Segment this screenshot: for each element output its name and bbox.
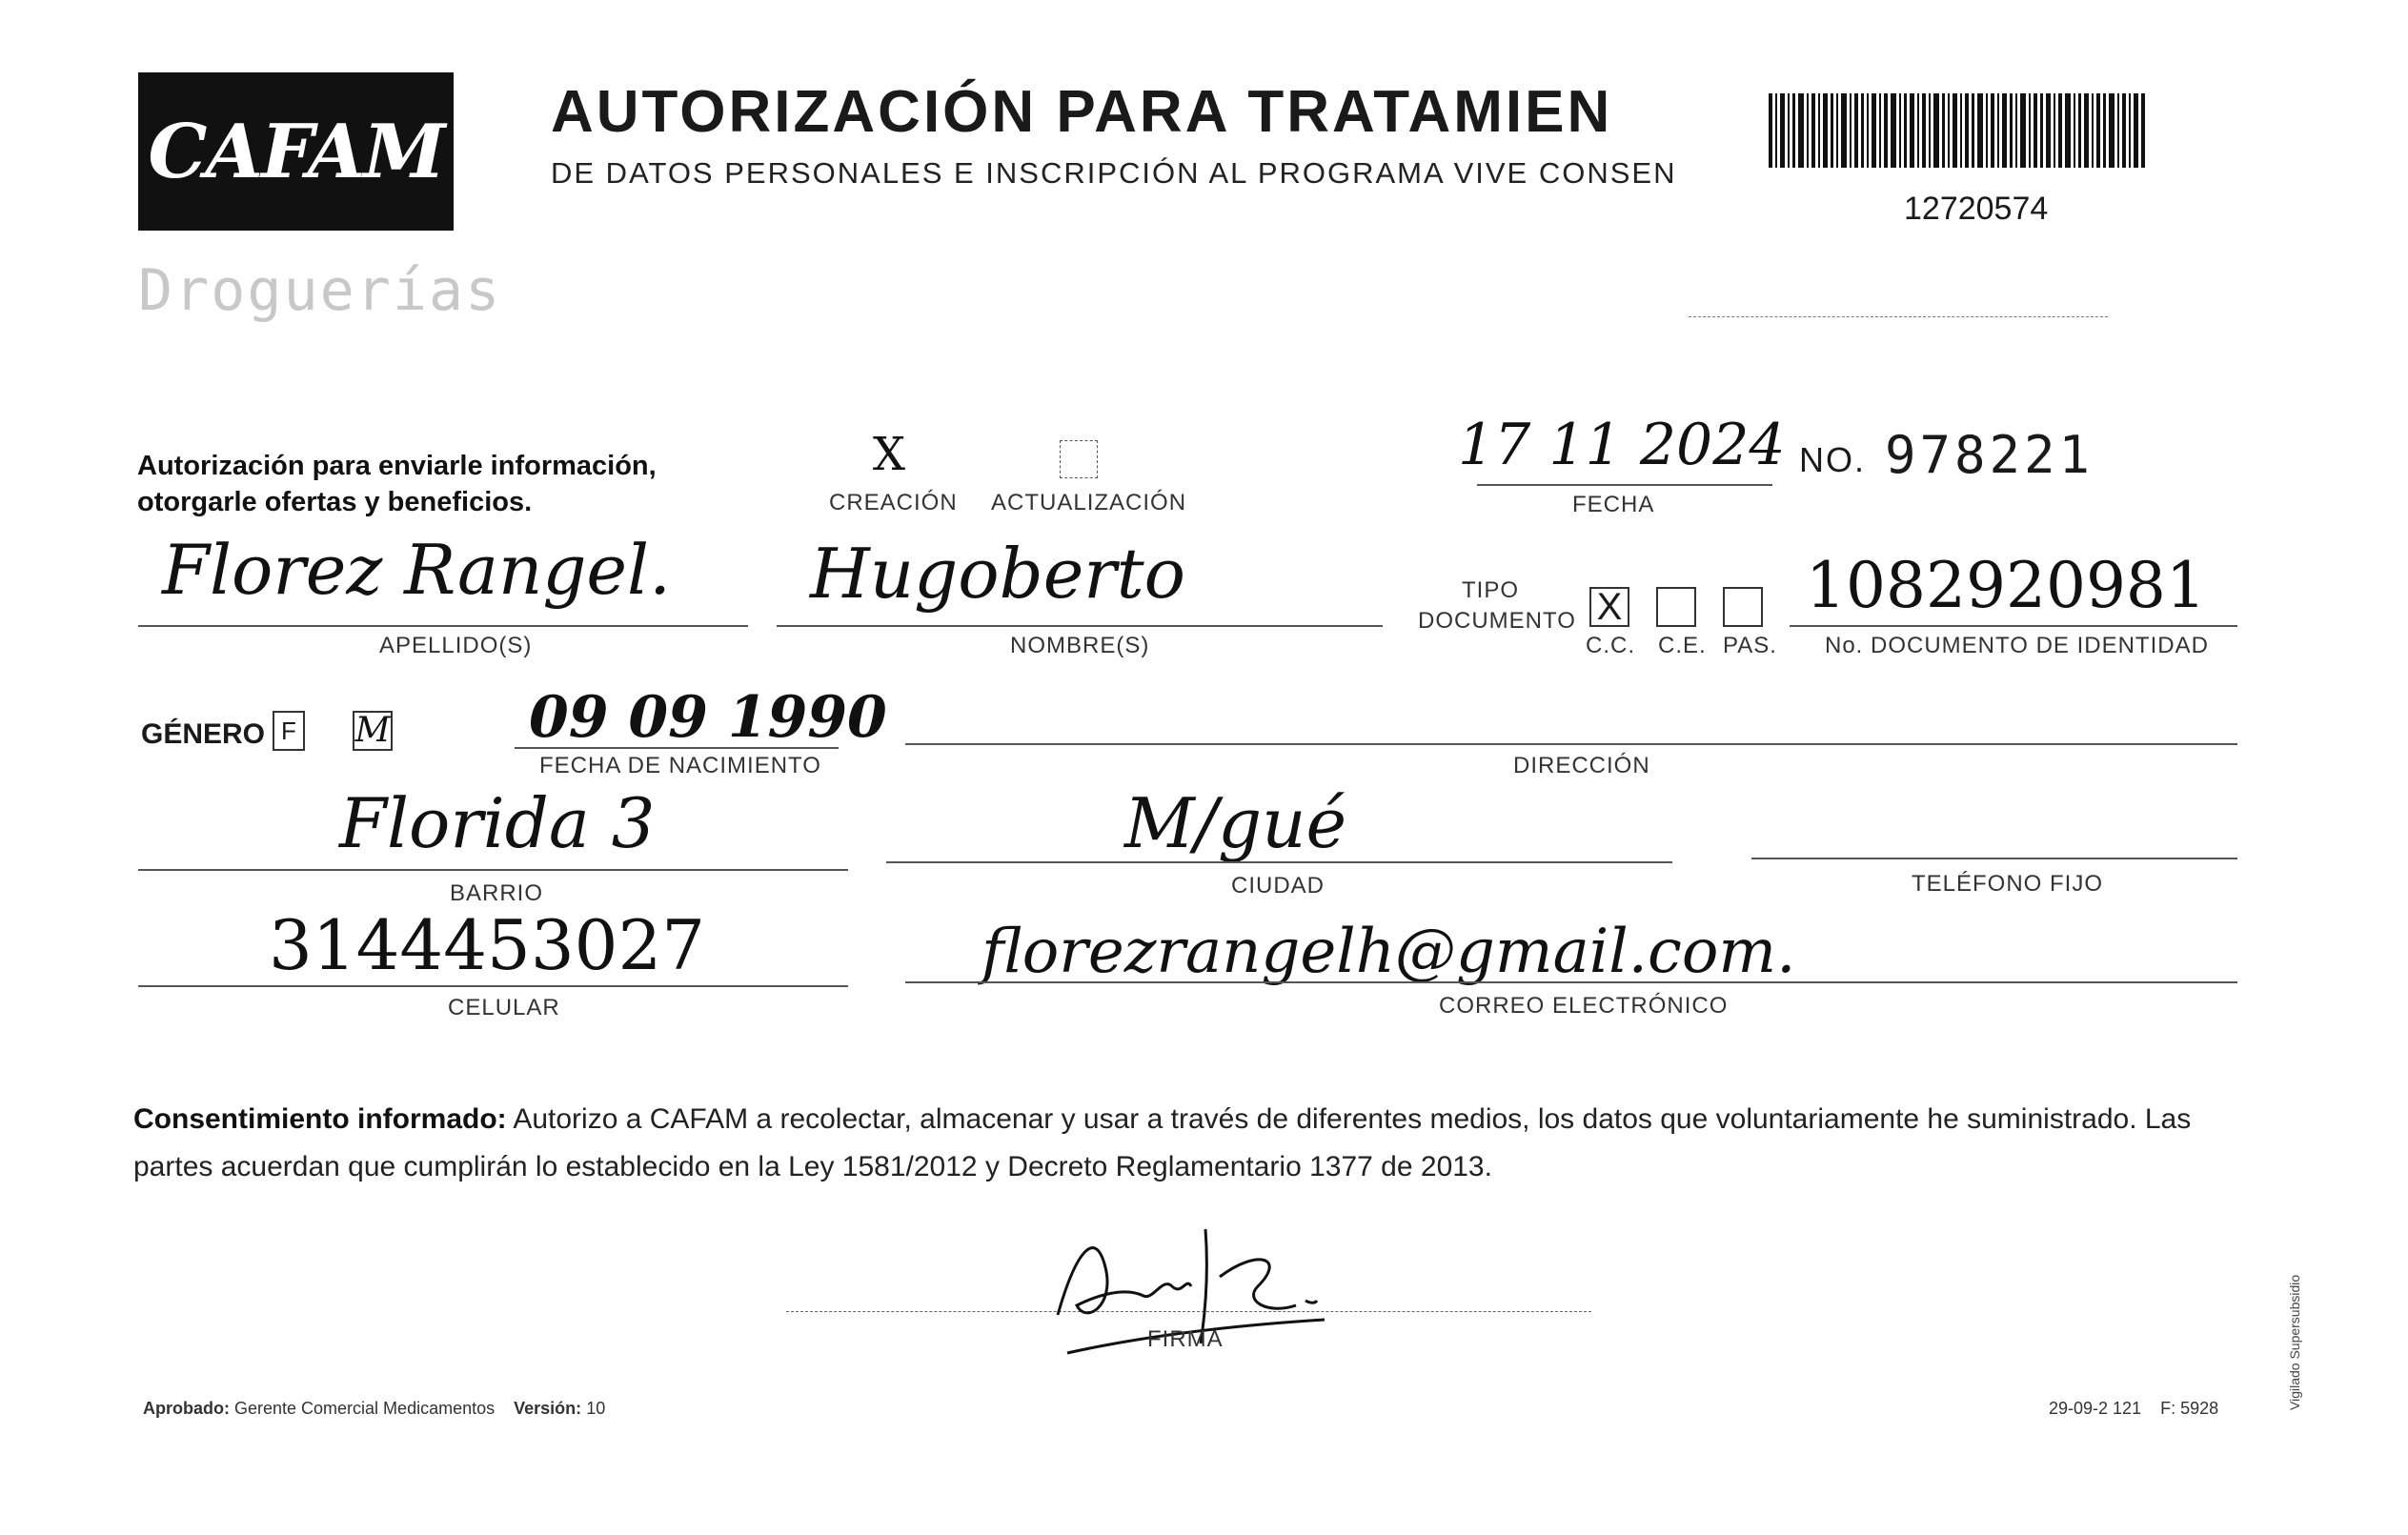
telefono-label: TELÉFONO FIJO bbox=[1912, 871, 2104, 897]
f-code: F: 5928 bbox=[2160, 1399, 2219, 1418]
logo-subtitle: Droguerías bbox=[138, 257, 502, 324]
direccion-label: DIRECCIÓN bbox=[1513, 753, 1650, 778]
correo-label: CORREO ELECTRÓNICO bbox=[1439, 993, 1729, 1019]
documento-line bbox=[1790, 625, 2237, 627]
actualizacion-checkbox[interactable] bbox=[1060, 440, 1098, 478]
cc-mark: X bbox=[1596, 586, 1623, 628]
fecha-line bbox=[1477, 484, 1772, 486]
celular-value[interactable]: 3144453027 bbox=[269, 905, 706, 985]
celular-label: CELULAR bbox=[448, 995, 560, 1020]
authorization-intro: Autorización para enviarle información, otorgarle ofertas y beneficios. bbox=[137, 451, 657, 517]
fecha-value[interactable]: 17 11 2024 bbox=[1458, 412, 1786, 478]
date-code: 29-09-2 121 bbox=[2049, 1399, 2142, 1418]
no-label: NO. bbox=[1799, 440, 1867, 479]
genero-m-checkbox[interactable] bbox=[353, 711, 393, 751]
fecha-label: FECHA bbox=[1572, 492, 1655, 517]
barrio-label: BARRIO bbox=[450, 880, 544, 906]
pas-checkbox[interactable] bbox=[1723, 587, 1763, 627]
nombres-value[interactable]: Hugoberto bbox=[810, 534, 1185, 614]
header-line bbox=[1689, 316, 2108, 317]
genero-m-mark: M bbox=[354, 711, 391, 750]
barcode-number: 12720574 bbox=[1904, 191, 2049, 227]
nombres-line bbox=[777, 625, 1383, 627]
tipo-label: TIPO bbox=[1462, 577, 1520, 603]
aprobado-label: Aprobado: bbox=[143, 1399, 230, 1418]
vigilado-vertical-text: Vigilado Supersubsidio bbox=[2287, 1274, 2302, 1410]
cc-label: C.C. bbox=[1586, 633, 1635, 658]
cc-checkbox[interactable] bbox=[1589, 587, 1629, 627]
correo-line bbox=[905, 981, 2237, 983]
barrio-line bbox=[138, 869, 848, 871]
ciudad-label: CIUDAD bbox=[1231, 873, 1325, 899]
aprobado-value: Gerente Comercial Medicamentos bbox=[234, 1399, 496, 1418]
consent-heading: Consentimiento informado: bbox=[133, 1103, 507, 1135]
barrio-value[interactable]: Florida 3 bbox=[339, 783, 656, 863]
logo-text: CAFAM bbox=[148, 108, 444, 195]
footer-codes bbox=[2049, 1399, 2218, 1419]
genero-f-letter: F bbox=[281, 717, 296, 745]
documento-type-label: DOCUMENTO bbox=[1418, 608, 1576, 634]
direccion-line bbox=[905, 743, 2237, 745]
no-value: 978221 bbox=[1885, 425, 2094, 485]
form-subtitle: DE DATOS PERSONALES E INSCRIPCIÓN AL PROGRAMA VIVE CONSEN bbox=[551, 156, 1677, 190]
apellidos-line bbox=[138, 625, 748, 627]
pas-label: PAS. bbox=[1723, 633, 1777, 658]
genero-label: GÉNERO bbox=[141, 718, 266, 750]
version-label: Versión: bbox=[514, 1399, 582, 1418]
genero-f-checkbox[interactable] bbox=[273, 711, 305, 751]
celular-line bbox=[138, 985, 848, 987]
form-title: AUTORIZACIÓN PARA TRATAMIEN bbox=[551, 79, 1613, 145]
footer-approval bbox=[143, 1399, 605, 1419]
nacimiento-value[interactable]: 09 09 1990 bbox=[529, 684, 887, 751]
ce-checkbox[interactable] bbox=[1656, 587, 1696, 627]
creacion-checkbox[interactable] bbox=[871, 428, 907, 481]
barcode bbox=[1769, 93, 2148, 168]
consent-paragraph bbox=[133, 1096, 2249, 1191]
apellidos-label: APELLIDO(S) bbox=[379, 633, 533, 658]
ce-label: C.E. bbox=[1658, 633, 1707, 658]
documento-label: No. DOCUMENTO DE IDENTIDAD bbox=[1825, 633, 2209, 658]
consent-text: Autorizo a CAFAM a recolectar, almacenar y usar a través de diferentes medios, los datos que voluntariamente he suministrado. Las partes acuerdan que cumplirán lo establecido en la Ley 1581/2012 y Decreto Reglamentario 1377 de 2013. bbox=[133, 1103, 2192, 1182]
nombres-label: NOMBRE(S) bbox=[1010, 633, 1150, 658]
creacion-label: CREACIÓN bbox=[829, 490, 958, 515]
documento-value[interactable]: 1082920981 bbox=[1806, 549, 2206, 622]
ciudad-value[interactable]: M/gué bbox=[1124, 783, 1347, 863]
apellidos-value[interactable]: Florez Rangel. bbox=[162, 530, 671, 610]
nacimiento-label: FECHA DE NACIMIENTO bbox=[539, 753, 821, 778]
version-value: 10 bbox=[586, 1399, 606, 1418]
actualizacion-label: ACTUALIZACIÓN bbox=[991, 490, 1187, 515]
telefono-line bbox=[1751, 858, 2237, 859]
creacion-mark: X bbox=[872, 428, 906, 481]
ciudad-line bbox=[886, 861, 1672, 863]
cafam-logo bbox=[138, 72, 454, 231]
nacimiento-line bbox=[515, 747, 839, 749]
firma-label: FIRMA bbox=[1147, 1326, 1224, 1352]
correo-value[interactable]: florezrangelh@gmail.com. bbox=[981, 917, 1796, 987]
